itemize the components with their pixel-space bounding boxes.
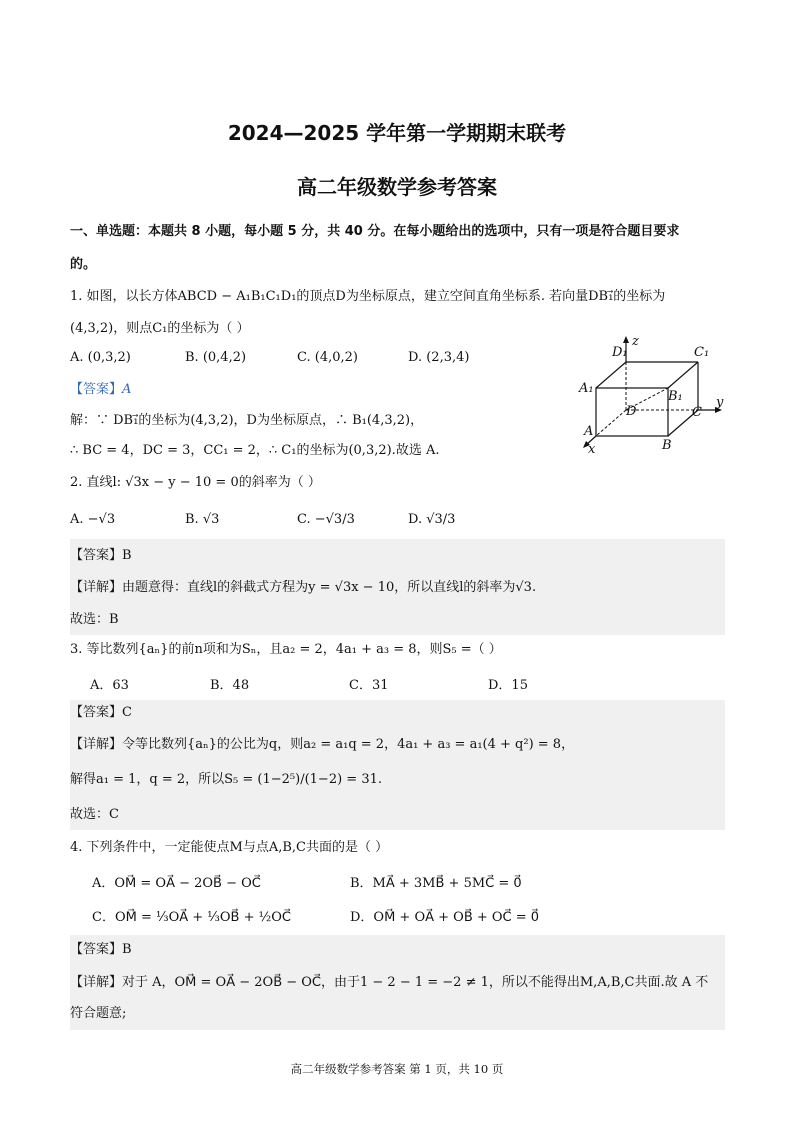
label-b: B [662, 438, 672, 453]
label-d: D [626, 404, 637, 419]
q2-answer: 【答案】B [70, 548, 132, 563]
section-header-cont: 的。 [70, 257, 97, 272]
edge-da-hidden [596, 410, 626, 436]
q3-option-d: D．15 [488, 678, 528, 693]
q4-option-c: C．OM⃗ = ⅓OA⃗ + ⅓OB⃗ + ½OC⃗ [92, 910, 291, 925]
q3-detail-2: 解得a₁ = 1，q = 2，所以S₅ = (1−2⁵)/(1−2) = 31. [70, 772, 382, 787]
q2-choose: 故选：B [70, 612, 119, 627]
label-x: x [588, 442, 596, 457]
q2-option-a: A. −√3 [70, 512, 116, 527]
q2-detail: 【详解】由题意得：直线l的斜截式方程为y = √3x − 10，所以直线l的斜率为√3. [70, 580, 537, 595]
q1-option-d: D. (2,3,4) [408, 350, 470, 365]
q3-answer: 【答案】C [70, 705, 132, 720]
q1-solution-2: ∴ BC = 4，DC = 3，CC₁ = 2，∴ C₁的坐标为(0,3,2).故选 A. [70, 443, 440, 458]
label-z: z [632, 334, 639, 349]
q2-option-b: B. √3 [185, 512, 220, 527]
page-title: 2024—2025 学年第一学期期末联考 [227, 121, 567, 145]
q3-answer-block [70, 700, 725, 830]
q4-answer: 【答案】B [70, 942, 132, 957]
label-a1: A₁ [579, 381, 594, 396]
q3-stem: 3. 等比数列{aₙ}的前n项和为Sₙ，且a₂ = 2，4a₁ + a₃ = 8，则S₅ =（ ） [70, 642, 502, 657]
label-c: C [692, 405, 702, 420]
label-a: A [584, 424, 594, 439]
q1-option-a: A. (0,3,2) [70, 350, 131, 365]
q4-stem: 4. 下列条件中，一定能使点M与点A,B,C共面的是（ ） [70, 840, 389, 855]
page-footer: 高二年级数学参考答案 第 1 页，共 10 页 [290, 1062, 504, 1076]
q3-option-b: B．48 [210, 678, 250, 693]
q2-stem: 2. 直线l: √3x − y − 10 = 0的斜率为（ ） [70, 475, 321, 490]
q4-detail-1: 【详解】对于 A，OM⃗ = OA⃗ − 2OB⃗ − OC⃗，由于1 − 2 − 1 = −2 ≠ 1，所以不能得出M,A,B,C共面.故 A 不 [70, 975, 709, 990]
label-c1: C₁ [694, 345, 710, 360]
q1-stem: 1. 如图，以长方体ABCD − A₁B₁C₁D₁的顶点D为坐标原点，建立空间直角坐标系. 若向量DB₁⃗的坐标为 [70, 289, 666, 304]
q1-option-b: B. (0,4,2) [185, 350, 247, 365]
q2-option-c: C. −√3/3 [297, 512, 355, 527]
q4-option-d: D．OM⃗ + OA⃗ + OB⃗ + OC⃗ = 0⃗ [350, 910, 540, 925]
q3-option-c: C．31 [349, 678, 389, 693]
q1-stem-cont: (4,3,2)，则点C₁的坐标为（ ） [70, 321, 250, 336]
q1-answer-label: 【答案】 [70, 382, 123, 397]
q4-detail-2: 符合题意; [70, 1006, 127, 1021]
q4-option-a: A．OM⃗ = OA⃗ − 2OB⃗ − OC⃗ [92, 876, 261, 891]
q3-option-a: A．63 [90, 678, 129, 693]
q4-option-b: B．MA⃗ + 3MB⃗ + 5MC⃗ = 0⃗ [350, 876, 522, 891]
edge-b1c1 [668, 362, 698, 388]
q1-solution-1: 解：∵ DB₁⃗的坐标为(4,3,2)，D为坐标原点，∴ B₁(4,3,2)， [70, 413, 424, 428]
q3-choose: 故选：C [70, 807, 119, 822]
q2-option-d: D. √3/3 [408, 512, 456, 527]
label-d1: D₁ [612, 345, 628, 360]
label-b1: B₁ [668, 389, 683, 404]
z-arrow [623, 336, 629, 343]
q1-answer [70, 382, 131, 398]
label-y: y [716, 395, 724, 410]
section-header: 一、单选题：本题共 8 小题，每小题 5 分，共 40 分。在每小题给出的选项中，只有一项是符合题目要求 [70, 224, 680, 239]
page-subtitle: 高二年级数学参考答案 [297, 175, 497, 199]
q1-box-figure [572, 332, 732, 457]
q1-answer-value: A [122, 382, 132, 397]
q3-detail-1: 【详解】令等比数列{aₙ}的公比为q，则a₂ = a₁q = 2，4a₁ + a₃ = a₁(4 + q²) = 8， [70, 737, 575, 752]
q1-option-c: C. (4,0,2) [297, 350, 358, 365]
edge-a1d1 [596, 362, 626, 388]
